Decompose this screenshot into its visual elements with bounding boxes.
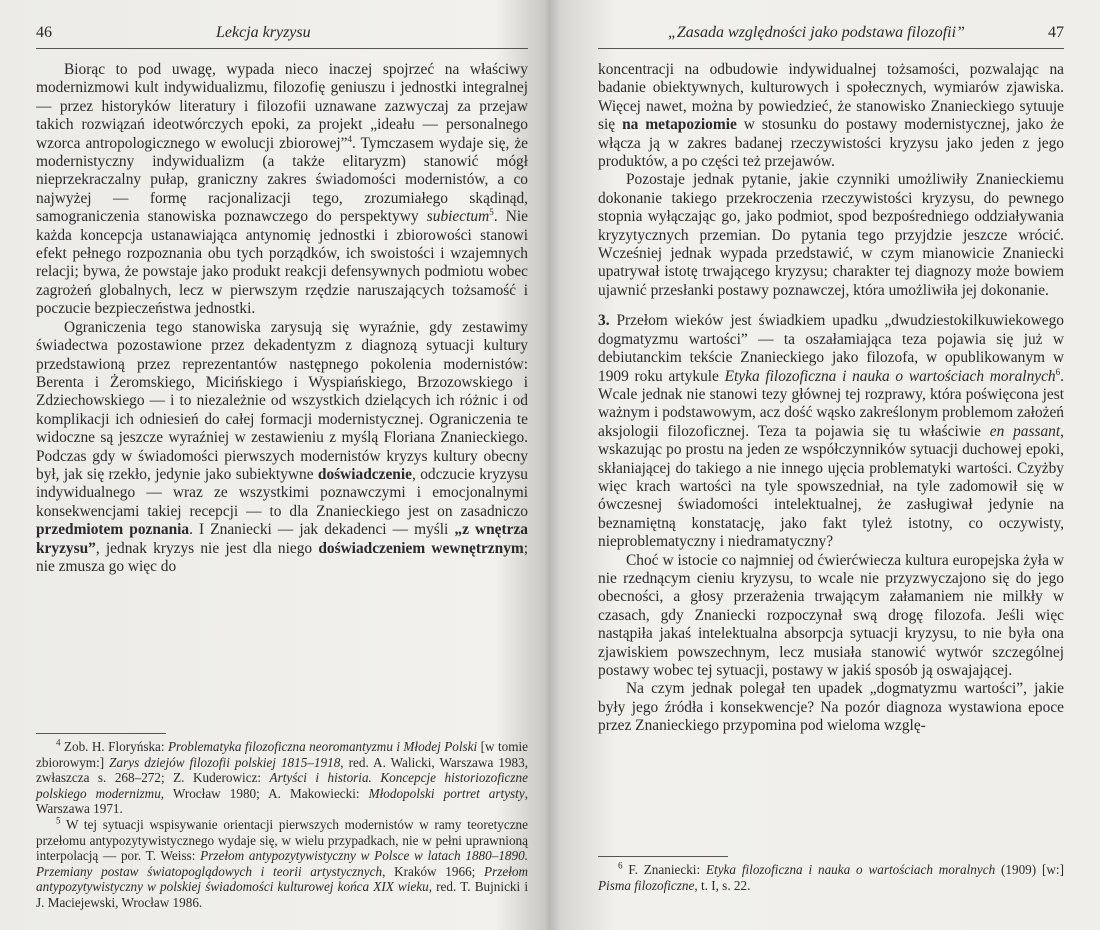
body-text	[36, 61, 528, 719]
footnotes	[36, 733, 528, 911]
footnote-ref: 5	[489, 207, 494, 218]
footnote: $^6$ F. Znaniecki: Etyka filozoficzna i nauka o wartościach moralnych (1909) [w:] Pisma filozoficzne, t. I, s. 22.	[598, 860, 1064, 893]
footnote-ref: 4	[347, 133, 353, 144]
paragraph: Ograniczenia tego stanowiska zarysują się wyraźnie, gdy zestawimy świadectwa pozostawione przez dekadentyzm z diagnozą sytuacji kultury przedstawioną przez reprezentantów następnego pokolenia modernistów: Berenta i Żeromskiego, Micińskiego i Wyspiańskiego, Brzozowskiego i Zdziechowskiego — i to niezależnie od wszystkich dzielących ich różnic i od komplikacji ich odniesień do całej formacji modernistycznej. Ograniczenia te widoczne są jeszcze wyraźniej w zestawieniu z myślą Floriana Znanieckiego. Podczas gdy w świadomości pierwszych modernistów kryzys kultury obecny był, jak się rzekło, jedynie jako subiektywne doświadczenie, odczucie kryzysu indywidualnego — wraz ze wszystkimi poznawczymi i emocjonalnymi konsekwencjami takiej recepcji — to dla Znanieckiego jest on zasadniczo przedmiotem poznania. I Znaniecki — jak dekadenci — myśli „z wnętrza kryzysu”, jednak kryzys nie jest dla niego doświadczeniem wewnętrznym; nie zmusza go więc do	[36, 318, 528, 575]
running-head	[598, 24, 1064, 49]
paragraph: Choć w istocie co najmniej od ćwierćwiecza kultura europejska żyła w nie rzednącym cieniu kryzysu, to wcale nie przyzwyczajono się do jego obecności, a głosy przerażenia trwającym załamaniem nie milkły w czasach, gdy Znaniecki rozpoczynał swą drogę filozofa. Jeśli więc nastąpiła jakaś intelektualna absorpcja sytuacji kryzysu, to nie była ona zjawiskiem powszechnym, lecz musiała stanowić wytwór szczególnej postawy wobec tej sytuacji, postawy w jakiś sposób ją oswajającej.	[598, 551, 1064, 679]
section-paragraph: 3. Przełom wieków jest świadkiem upadku „dwudziestokilkuwiekowego dogmatyzmu wartości” — ta oszałamiająca teza pojawia się już w debiutanckim tekście Znanieckiego jako filozofa, w opublikowanym w 1909 roku artykule Etyka filozoficzna i nauka o wartościach moralnych$^6$. Wcale jednak nie stanowi tezy głównej tej rozprawy, która poświęcona jest ważnym i podstawowym, acz dość wąsko zakreślonym problemom założeń aksjologii filozoficznej. Teza ta pojawia się tu właściwie en passant, wskazując po prostu na jeden ze współczynników sytuacji duchowej epoki, skłaniającej do takiego a nie innego ujęcia problematyki wartości. Czyżby więc krach wartości na tyle spowszedniał, na tyle zadomowił się w ówczesnej świadomości intelektualnej, że zasługiwał jedynie na beznamiętną konstatację, jako fakt tyleż istotny, co oczywisty, nieproblematyczny i niedramatyczny?	[598, 312, 1064, 551]
footnote: $^4$ Zob. H. Floryńska: Problematyka filozoficzna neoromantyzmu i Młodej Polski [w tomie zbiorowym:] Zarys dziejów filozofii polskiej 1815–1918, red. A. Walicki, Warszawa 1983, zwłaszcza s. 268–272; Z. Kuderowicz: Artyści i historia. Koncepcje historiozoficzne polskiego modernizmu, Wrocław 1980; A. Makowiecki: Młodopolski portret artysty, Warszawa 1971.	[36, 737, 528, 817]
body-text	[598, 61, 1064, 736]
running-title: Lekcja kryzysu	[216, 24, 311, 41]
paragraph: Biorąc to pod uwagę, wypada nieco inaczej spojrzeć na właściwy modernizmowi kult indywidualizmu, filozofię geniuszu i jednostki integralnej — przez historyków literatury i filozofii uznawane zazwyczaj za przejaw takich rozwiązań ideotwórczych epoki, za projekt „ideału — personalnego wzorca antropologicznego w ewolucji zbiorowej”$^4$. Tymczasem wydaje się, że modernistyczny indywidualizm (a także elitaryzm) stanowić mógł nieprzekraczalny pułap, graniczny zakres świadomości modernistów, a co najwyżej — formę racjonalizacji tego, zrozumiałego skądinąd, samograniczenia stanowiska poznawczego do perspektywy subiectum$^5$. Nie każda koncepcja ustanawiająca antynomię jednostki i zbiorowości stanowi efekt pełnego rozpoznania obu tych porządków, ich swoistości i wzajemnych relacji; bywa, że powstaje jako produkt reakcji defensywnych podmiotu wobec zagrożeń globalnych, lecz w pierwszym rzędzie naruszających tożsamość i poczucie bezpieczeństwa jednostki.	[36, 61, 528, 318]
page-number: 46	[36, 24, 52, 41]
footnote: $^5$ W tej sytuacji wspisywanie orientacji pierwszych modernistów w ramy teoretyczne przełomu antypozytywistycznego wydaje się, w wielu przypadkach, nie w pełni uprawnioną interpolacją — por. T. Weiss: Przełom antypozytywistyczny w Polsce w latach 1880–1890. Przemiany postaw światopoglądowych i teorii artystycznych, Kraków 1966; Przełom antypozytywistyczny w polskiej świadomości kulturowej końca XIX wieku, red. T. Bujnicki i J. Maciejewski, Wrocław 1986.	[36, 815, 529, 910]
page-number: 47	[1048, 24, 1064, 41]
paragraph: Pozostaje jednak pytanie, jakie czynniki umożliwiły Znanieckiemu dokonanie takiego przekroczenia rzeczywistości kryzysu, do pewnego stopnia wyłączając go, jako podmiot, spod bezpośredniego oddziaływania kryzytycznych przemian. Do pytania tego przyjdzie jeszcze wrócić. Wcześniej jednak wypada przedstawić, w czym mianowicie Znaniecki upatrywał istotę trwającego kryzysu; charakter tej diagnozy może bowiem ujawnić przesłanki postawy poznawczej, która umożliwiła jej dokonanie.	[598, 171, 1064, 299]
right-page	[552, 0, 1100, 930]
running-head	[36, 24, 528, 49]
paragraph: Na czym jednak polegał ten upadek „dogmatyzmu wartości”, jakie były jego źródła i konsekwencje? Na pozór diagnoza wystawiona epoce przez Znanieckiego przypomina pod wieloma wzglę-	[598, 680, 1064, 735]
paragraph: koncentracji na odbudowie indywidualnej tożsamości, pozwalając na badanie obiektywnych, kulturowych i społecznych, wymiarów zjawiska. Więcej nawet, można by powiedzieć, że stanowisko Znanieckiego sytuuje się na metapoziomie w stosunku do postawy modernistycznej, jako że włącza ją w zakres badanej rzeczywistości kryzysu jako jeden z jego produktów, a po części też przejawów.	[598, 61, 1064, 171]
footnotes	[598, 856, 1064, 893]
running-title: „Zasada względności jako podstawa filozofii”	[668, 24, 965, 41]
footnote-ref: 6	[1055, 366, 1061, 377]
section-number: 3.	[598, 312, 610, 330]
left-page	[0, 0, 548, 930]
